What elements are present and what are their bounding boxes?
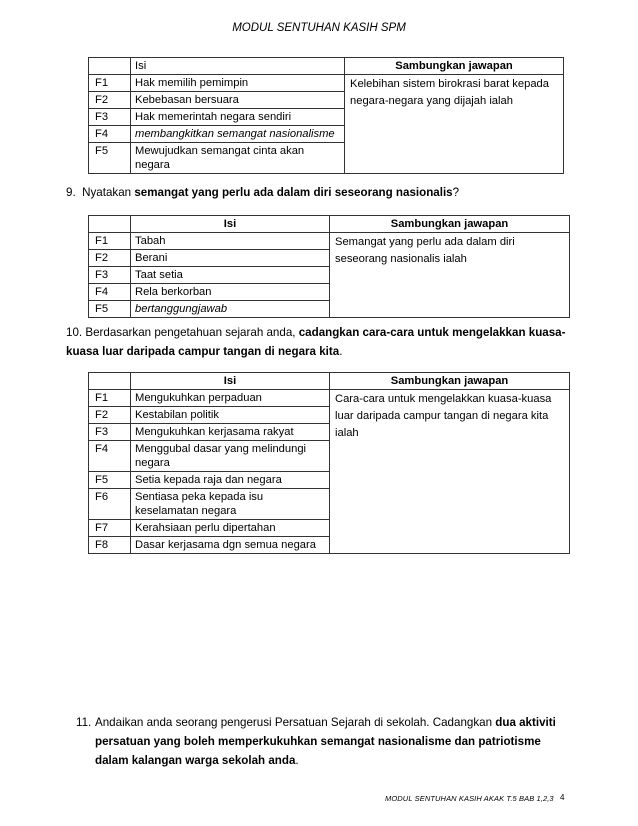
question-end: ? — [452, 186, 460, 199]
question-number: 9. — [66, 186, 76, 199]
row-text: Mengukuhkan kerjasama rakyat — [131, 424, 330, 441]
question-end: . — [339, 345, 343, 358]
row-code: F6 — [89, 489, 131, 520]
row-code: F3 — [89, 424, 131, 441]
table-semangat-nasionalis — [88, 215, 570, 318]
question-emphasis: cadangkan cara-cara untuk mengelakkan kuasa-kuasa luar daripada campur tangan di negara kita — [66, 326, 566, 358]
question-text: Nyatakan — [82, 186, 135, 199]
row-code: F3 — [89, 267, 131, 284]
row-text: Kebebasan bersuara — [131, 92, 345, 109]
row-text: Rela berkorban — [131, 284, 330, 301]
row-text: Dasar kerjasama dgn semua negara — [131, 537, 330, 554]
page-header: MODUL SENTUHAN KASIH SPM — [232, 22, 406, 34]
row-text: Sentiasa peka kepada isu keselamatan negara — [131, 489, 330, 520]
answer-cell: Kelebihan sistem birokrasi barat kepada negara-negara yang dijajah ialah — [345, 75, 564, 174]
row-text: bertanggungjawab — [131, 301, 330, 318]
row-text: Tabah — [131, 233, 330, 250]
row-code: F2 — [89, 407, 131, 424]
header-blank — [89, 216, 131, 233]
row-code: F4 — [89, 126, 131, 143]
row-text: Taat setia — [131, 267, 330, 284]
row-text: Hak memerintah negara sendiri — [131, 109, 345, 126]
row-text: Kerahsiaan perlu dipertahan — [131, 520, 330, 537]
table-kelebihan-birokrasi — [88, 57, 564, 174]
row-text: membangkitkan semangat nasionalisme — [131, 126, 345, 143]
question-11 — [76, 713, 566, 770]
question-9 — [66, 183, 556, 202]
row-text: Mewujudkan semangat cinta akan negara — [131, 143, 345, 174]
row-code: F3 — [89, 109, 131, 126]
table-elak-campur-tangan — [88, 372, 570, 554]
row-code: F8 — [89, 537, 131, 554]
question-text: Berdasarkan pengetahuan sejarah anda, — [85, 326, 299, 339]
row-code: F5 — [89, 143, 131, 174]
row-code: F1 — [89, 75, 131, 92]
row-code: F1 — [89, 233, 131, 250]
question-number: 11. — [76, 716, 92, 729]
row-code: F5 — [89, 472, 131, 489]
row-text: Hak memilih pemimpin — [131, 75, 345, 92]
answer-cell: Cara-cara untuk mengelakkan kuasa-kuasa luar daripada campur tangan di negara kita ialah — [330, 390, 570, 554]
header-isi: Isi — [131, 373, 330, 390]
header-blank — [89, 373, 131, 390]
header-jawapan: Sambungkan jawapan — [345, 58, 564, 75]
row-code: F7 — [89, 520, 131, 537]
header-isi: Isi — [131, 58, 345, 75]
page-footer: MODUL SENTUHAN KASIH AKAK T.5 BAB 1,2,3 — [385, 794, 554, 803]
row-code: F4 — [89, 441, 131, 472]
header-isi: Isi — [131, 216, 330, 233]
page-number: 4 — [560, 793, 565, 802]
question-text: Andaikan anda seorang pengerusi Persatuan Sejarah di sekolah. Cadangkan — [95, 716, 496, 729]
question-emphasis: dua aktiviti persatuan yang boleh memperkukuhkan semangat nasionalisme dan patriotisme dalam kalangan warga sekolah anda — [95, 716, 556, 767]
row-code: F2 — [89, 92, 131, 109]
row-text: Mengukuhkan perpaduan — [131, 390, 330, 407]
question-emphasis: semangat yang perlu ada dalam diri seseorang nasionalis — [134, 186, 453, 199]
header-jawapan: Sambungkan jawapan — [330, 216, 570, 233]
row-code: F2 — [89, 250, 131, 267]
answer-cell: Semangat yang perlu ada dalam diri seseorang nasionalis ialah — [330, 233, 570, 318]
row-text: Menggubal dasar yang melindungi negara — [131, 441, 330, 472]
question-number: 10. — [66, 326, 83, 339]
row-code: F5 — [89, 301, 131, 318]
question-end: . — [295, 754, 299, 767]
row-text: Berani — [131, 250, 330, 267]
row-text: Kestabilan politik — [131, 407, 330, 424]
header-blank — [89, 58, 131, 75]
question-10 — [66, 323, 566, 361]
row-code: F4 — [89, 284, 131, 301]
row-text: Setia kepada raja dan negara — [131, 472, 330, 489]
row-code: F1 — [89, 390, 131, 407]
header-jawapan: Sambungkan jawapan — [330, 373, 570, 390]
